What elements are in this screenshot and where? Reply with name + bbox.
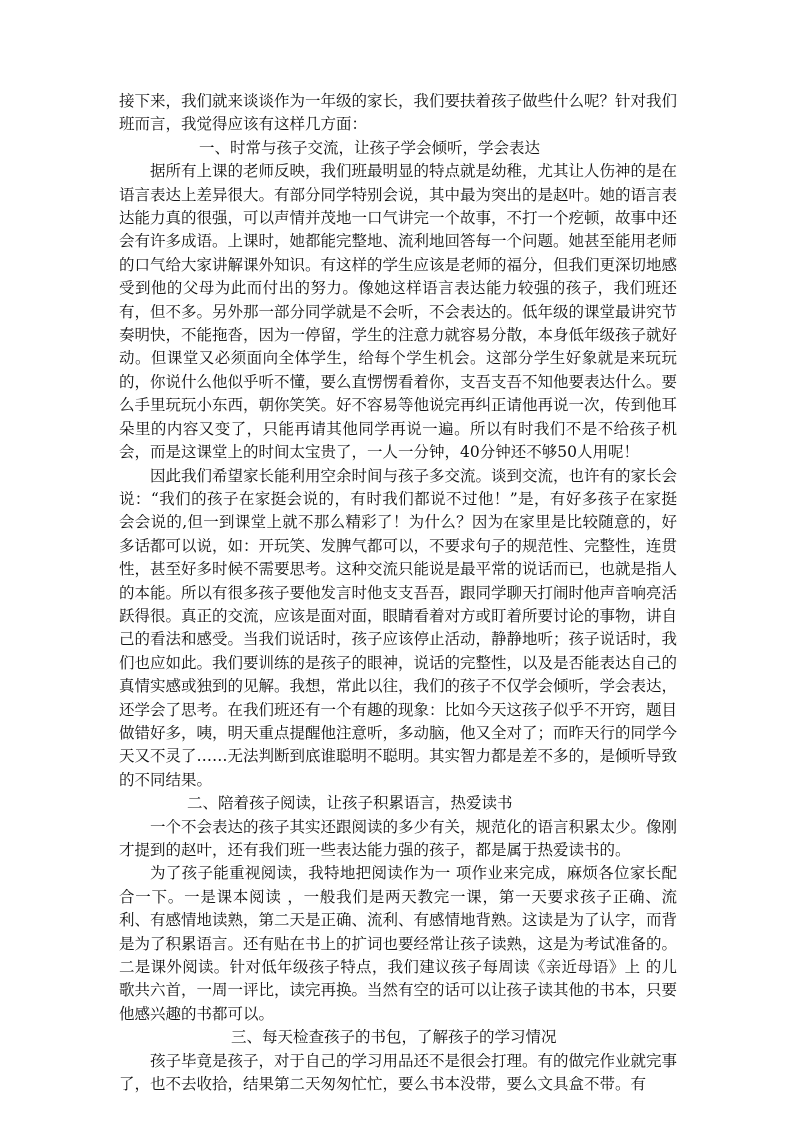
section-heading-3: 三、每天检查孩子的书包，了解孩子的学习情况 (231, 1028, 557, 1047)
section-heading-2: 二、陪着孩子阅读，让孩子积累语言，热爱读书 (187, 794, 513, 813)
body-paragraph: 为了孩子能重视阅读，我特地把阅读作为一 项作业来完成，麻烦各位家长配合一下。一是课本阅读 ，一般我们是两天教完一课，第一天要求孩子正确、流利、有感情地读熟，第二天是正确、流利、有感情地背熟。这读是为了认字，而背是为了积累语言。还有贴在书上的扩词也要经常让孩子读熟，这是为考试准备的。二是课外阅读。针对低年级孩子特点，我们建议孩子每周读《亲近母语》上 的儿歌共六首，一周一评比，读完再换。当然有空的话可以让孩子读其他的书本，只要他感兴趣的书都可以。 (119, 864, 678, 1023)
section-heading-1: 一、时常与孩子交流，让孩子学会倾听，学会表达 (199, 138, 541, 157)
intro-paragraph: 接下来，我们就来谈谈作为一年级的家长，我们要扶着孩子做些什么呢？针对我们班而言，我觉得应该有这样几方面： (119, 92, 678, 134)
body-paragraph: 因此我们希望家长能利用空余时间与孩子多交流。谈到交流，也许有的家长会说：“我们的孩子在家挺会说的，有时我们都说不过他！”是，有好多孩子在家挺会会说的,但一到课堂上就不那么精彩了！为什么？因为在家里是比较随意的，好多话都可以说，如：开玩笑、发脾气都可以，不要求句子的规范性、完整性，连贯性，甚至好多时候不需要思考。这种交流只能说是最平常的说话而已，也就是指人的本能。所以有很多孩子要他发言时他支支吾吾，跟同学聊天打闹时他声音响亮活跃得很。真正的交流，应该是面对面，眼睛看着对方或盯着所要讨论的事物，讲自己的看法和感受。当我们说话时，孩子应该停止活动，静静地听；孩子说话时，我们也应如此。我们要训练的是孩子的眼神，说话的完整性，以及是否能表达自己的真情实感或独到的见解。我想，常此以往，我们的孩子不仅学会倾听，学会表达，还学会了思考。在我们班还有一个有趣的现象：比如今天这孩子似乎不开窍，题目做错好多，咦，明天重点提醒他注意听，多动脑，他又全对了；而昨天行的同学今天又不灵了……无法判断到底谁聪明不聪明。其实智力都是差不多的，是倾听导致的不同结果。 (119, 466, 678, 789)
document-page (119, 90, 677, 1096)
body-paragraph: 据所有上课的老师反映，我们班最明显的特点就是幼稚，尤其让人伤神的是在语言表达上差异很大。有部分同学特别会说，其中最为突出的是赵叶。她的语言表达能力真的很强，可以声情并茂地一口气讲完一个故事，不打一个疙顿，故事中还会有许多成语。上课时，她都能完整地、流利地回答每一个问题。她甚至能用老师的口气给大家讲解课外知识。有这样的学生应该是老师的福分，但我们更深切地感受到他的父母为此而付出的努力。像她这样语言表达能力较强的孩子，我们班还有，但不多。另外那一部分同学就是不会听，不会表达的。低年级的课堂最讲究节奏明快，不能拖沓，因为一停留，学生的注意力就容易分散，本身低年级孩子就好动。但课堂又必须面向全体学生，给每个学生机会。这部分学生好象就是来玩玩的，你说什么他似乎听不懂，要么直愣愣看着你，支吾支吾不知他要表达什么。要么手里玩玩小东西，朝你笑笑。好不容易等他说完再纠正请他再说一次，传到他耳朵里的内容又变了，只能再请其他同学再说一遍。所以有时我们不是不给孩子机会，而是这课堂上的时间太宝贵了，一人一分钟，40分钟还不够50人用呢！ (119, 162, 678, 462)
body-paragraph: 一个不会表达的孩子其实还跟阅读的多少有关，规范化的语言积累太少。像刚才提到的赵叶，还有我们班一些表达能力强的孩子，都是属于热爱读书的。 (119, 817, 678, 859)
body-paragraph: 孩子毕竟是孩子，对于自己的学习用品还不是很会打理。有的做完作业就完事了，也不去收拾，结果第二天匆匆忙忙，要么书本没带，要么文具盒不带。有 (119, 1051, 678, 1094)
